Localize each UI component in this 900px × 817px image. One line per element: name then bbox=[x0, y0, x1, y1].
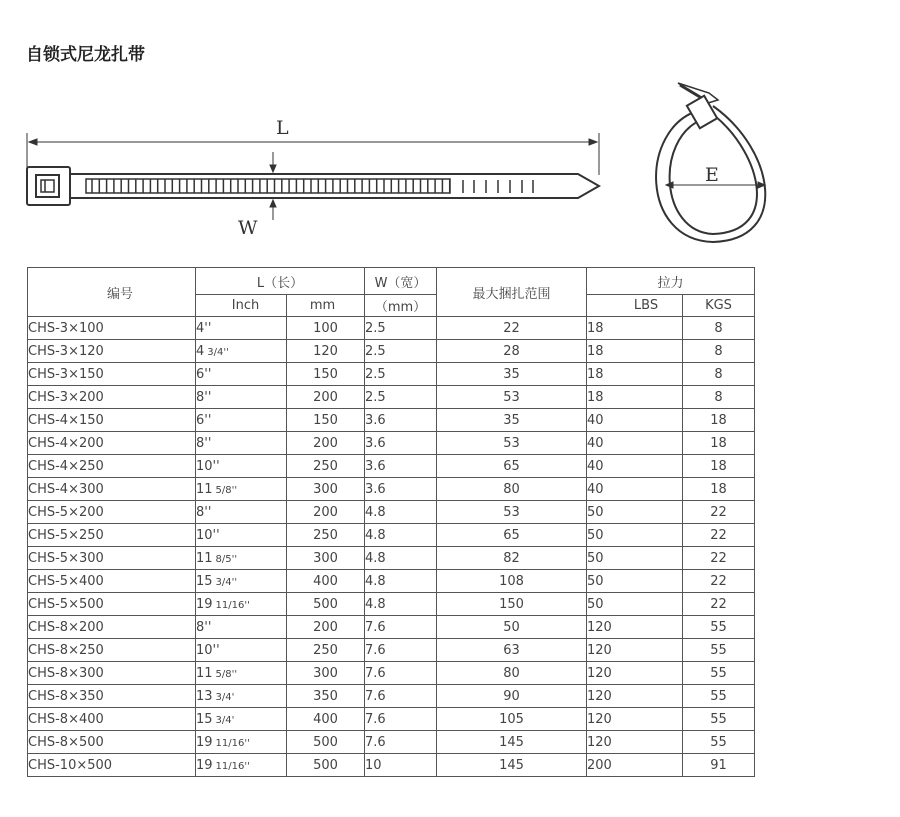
cell-lbs: 40 bbox=[587, 478, 683, 501]
cell-lbs: 50 bbox=[587, 593, 683, 616]
cell-kgs: 8 bbox=[683, 386, 755, 409]
cell-max-bundle: 90 bbox=[437, 685, 587, 708]
cell-model: CHS-10×500 bbox=[28, 754, 196, 777]
cell-kgs: 18 bbox=[683, 432, 755, 455]
cell-max-bundle: 108 bbox=[437, 570, 587, 593]
inch-fraction: 11/16'' bbox=[215, 737, 250, 749]
cell-max-bundle: 65 bbox=[437, 524, 587, 547]
cell-inch bbox=[196, 340, 287, 363]
cell-mm: 400 bbox=[287, 570, 365, 593]
cell-lbs: 50 bbox=[587, 501, 683, 524]
tie-strap bbox=[70, 174, 599, 198]
width-label: W bbox=[238, 217, 258, 239]
cell-lbs: 120 bbox=[587, 662, 683, 685]
tie-teeth bbox=[92, 179, 533, 193]
inch-fraction: 3/4'' bbox=[207, 346, 229, 358]
cell-kgs: 18 bbox=[683, 409, 755, 432]
cell-width: 3.6 bbox=[365, 455, 437, 478]
cell-model: CHS-8×300 bbox=[28, 662, 196, 685]
inch-whole: 10'' bbox=[196, 458, 220, 474]
cell-width: 2.5 bbox=[365, 386, 437, 409]
table-header-row bbox=[28, 268, 755, 295]
cell-max-bundle: 105 bbox=[437, 708, 587, 731]
inch-whole: 19 bbox=[196, 596, 213, 612]
cell-width: 7.6 bbox=[365, 685, 437, 708]
cell-mm: 150 bbox=[287, 363, 365, 386]
inch-fraction: 11/16'' bbox=[215, 599, 250, 611]
table-row bbox=[28, 432, 755, 455]
cell-lbs: 18 bbox=[587, 363, 683, 386]
cell-max-bundle: 50 bbox=[437, 616, 587, 639]
cell-mm: 300 bbox=[287, 478, 365, 501]
cell-max-bundle: 145 bbox=[437, 731, 587, 754]
cell-max-bundle: 28 bbox=[437, 340, 587, 363]
inch-whole: 15 bbox=[196, 711, 213, 727]
cell-max-bundle: 22 bbox=[437, 317, 587, 340]
cell-model: CHS-3×200 bbox=[28, 386, 196, 409]
inch-whole: 6'' bbox=[196, 412, 212, 428]
cell-kgs: 22 bbox=[683, 547, 755, 570]
cell-mm: 400 bbox=[287, 708, 365, 731]
cell-max-bundle: 53 bbox=[437, 501, 587, 524]
cell-mm: 200 bbox=[287, 386, 365, 409]
cell-lbs: 50 bbox=[587, 547, 683, 570]
cell-lbs: 120 bbox=[587, 616, 683, 639]
cell-kgs: 91 bbox=[683, 754, 755, 777]
cell-lbs: 200 bbox=[587, 754, 683, 777]
cell-kgs: 22 bbox=[683, 570, 755, 593]
cell-kgs: 55 bbox=[683, 639, 755, 662]
table-row bbox=[28, 639, 755, 662]
cell-max-bundle: 35 bbox=[437, 409, 587, 432]
table-row bbox=[28, 662, 755, 685]
col-max-bundle: 最大捆扎范围 bbox=[437, 268, 587, 317]
cell-kgs: 55 bbox=[683, 685, 755, 708]
tie-loop-icon bbox=[656, 83, 765, 242]
inch-fraction: 5/8'' bbox=[215, 668, 238, 680]
cell-lbs: 120 bbox=[587, 708, 683, 731]
cell-inch bbox=[196, 685, 287, 708]
col-inch: Inch bbox=[196, 295, 287, 317]
col-width-unit: （mm） bbox=[365, 295, 437, 317]
cell-width: 4.8 bbox=[365, 593, 437, 616]
cell-kgs: 55 bbox=[683, 616, 755, 639]
inch-whole: 11 bbox=[196, 481, 213, 497]
inch-fraction: 8/5'' bbox=[215, 553, 238, 565]
page-title: 自锁式尼龙扎带 bbox=[26, 45, 145, 65]
cell-width: 4.8 bbox=[365, 524, 437, 547]
cell-model: CHS-5×300 bbox=[28, 547, 196, 570]
cell-max-bundle: 63 bbox=[437, 639, 587, 662]
cell-inch bbox=[196, 432, 287, 455]
cell-inch bbox=[196, 662, 287, 685]
cell-max-bundle: 80 bbox=[437, 478, 587, 501]
table-row bbox=[28, 754, 755, 777]
cell-inch bbox=[196, 639, 287, 662]
cell-inch bbox=[196, 570, 287, 593]
cell-width: 3.6 bbox=[365, 478, 437, 501]
cell-inch bbox=[196, 363, 287, 386]
cell-inch bbox=[196, 524, 287, 547]
cell-model: CHS-5×400 bbox=[28, 570, 196, 593]
inch-whole: 8'' bbox=[196, 619, 212, 635]
cell-max-bundle: 53 bbox=[437, 386, 587, 409]
cell-model: CHS-8×200 bbox=[28, 616, 196, 639]
cell-mm: 150 bbox=[287, 409, 365, 432]
cell-kgs: 22 bbox=[683, 501, 755, 524]
cell-width: 2.5 bbox=[365, 340, 437, 363]
cell-model: CHS-8×400 bbox=[28, 708, 196, 731]
cell-mm: 500 bbox=[287, 731, 365, 754]
table-row bbox=[28, 386, 755, 409]
cell-width: 3.6 bbox=[365, 432, 437, 455]
cell-inch bbox=[196, 708, 287, 731]
cell-model: CHS-4×200 bbox=[28, 432, 196, 455]
cell-lbs: 40 bbox=[587, 409, 683, 432]
table-row bbox=[28, 731, 755, 754]
col-kgs: KGS bbox=[683, 295, 755, 317]
col-model: 编号 bbox=[28, 268, 196, 317]
cell-inch bbox=[196, 501, 287, 524]
cell-model: CHS-3×120 bbox=[28, 340, 196, 363]
inch-whole: 10'' bbox=[196, 642, 220, 658]
cell-max-bundle: 80 bbox=[437, 662, 587, 685]
cell-model: CHS-5×200 bbox=[28, 501, 196, 524]
cable-tie-diagram bbox=[0, 75, 800, 255]
cell-kgs: 22 bbox=[683, 524, 755, 547]
cell-lbs: 40 bbox=[587, 432, 683, 455]
cell-width: 10 bbox=[365, 754, 437, 777]
col-lbs: LBS bbox=[587, 295, 683, 317]
cell-kgs: 55 bbox=[683, 731, 755, 754]
cell-width: 4.8 bbox=[365, 547, 437, 570]
cell-inch bbox=[196, 731, 287, 754]
cell-inch bbox=[196, 317, 287, 340]
cell-kgs: 18 bbox=[683, 478, 755, 501]
spec-table bbox=[27, 267, 755, 777]
inch-whole: 4'' bbox=[196, 320, 212, 336]
col-length: L（长） bbox=[196, 268, 365, 295]
cell-width: 4.8 bbox=[365, 501, 437, 524]
table-row bbox=[28, 708, 755, 731]
cell-model: CHS-4×150 bbox=[28, 409, 196, 432]
cell-max-bundle: 35 bbox=[437, 363, 587, 386]
inch-fraction: 11/16'' bbox=[215, 760, 250, 772]
inch-whole: 19 bbox=[196, 757, 213, 773]
inch-whole: 8'' bbox=[196, 389, 212, 405]
table-row bbox=[28, 570, 755, 593]
cell-max-bundle: 150 bbox=[437, 593, 587, 616]
cell-lbs: 18 bbox=[587, 317, 683, 340]
col-tensile: 拉力 bbox=[587, 268, 755, 295]
cell-mm: 200 bbox=[287, 432, 365, 455]
cell-inch bbox=[196, 754, 287, 777]
inch-fraction: 3/4'' bbox=[215, 576, 238, 588]
length-dimension bbox=[27, 133, 599, 175]
cell-mm: 500 bbox=[287, 593, 365, 616]
cell-kgs: 8 bbox=[683, 317, 755, 340]
cell-width: 3.6 bbox=[365, 409, 437, 432]
cell-width: 7.6 bbox=[365, 639, 437, 662]
table-row bbox=[28, 501, 755, 524]
cell-width: 7.6 bbox=[365, 616, 437, 639]
cell-lbs: 18 bbox=[587, 386, 683, 409]
table-row bbox=[28, 409, 755, 432]
cell-width: 7.6 bbox=[365, 708, 437, 731]
table-row bbox=[28, 455, 755, 478]
inch-whole: 13 bbox=[196, 688, 213, 704]
table-row bbox=[28, 616, 755, 639]
inch-whole: 8'' bbox=[196, 435, 212, 451]
spec-table-body bbox=[28, 317, 755, 777]
tie-head-icon bbox=[27, 167, 70, 205]
cell-mm: 120 bbox=[287, 340, 365, 363]
cell-max-bundle: 53 bbox=[437, 432, 587, 455]
inch-whole: 11 bbox=[196, 665, 213, 681]
cell-max-bundle: 65 bbox=[437, 455, 587, 478]
cell-model: CHS-4×250 bbox=[28, 455, 196, 478]
cell-lbs: 120 bbox=[587, 731, 683, 754]
cell-mm: 500 bbox=[287, 754, 365, 777]
inch-whole: 19 bbox=[196, 734, 213, 750]
table-row bbox=[28, 478, 755, 501]
cell-model: CHS-5×500 bbox=[28, 593, 196, 616]
cell-model: CHS-8×250 bbox=[28, 639, 196, 662]
cell-model: CHS-4×300 bbox=[28, 478, 196, 501]
table-row bbox=[28, 363, 755, 386]
cell-lbs: 40 bbox=[587, 455, 683, 478]
cell-mm: 250 bbox=[287, 524, 365, 547]
cell-inch bbox=[196, 409, 287, 432]
inch-whole: 8'' bbox=[196, 504, 212, 520]
cell-lbs: 120 bbox=[587, 685, 683, 708]
cell-width: 4.8 bbox=[365, 570, 437, 593]
cell-mm: 300 bbox=[287, 547, 365, 570]
table-row bbox=[28, 685, 755, 708]
length-label: L bbox=[276, 117, 289, 139]
inch-whole: 6'' bbox=[196, 366, 212, 382]
cell-inch bbox=[196, 386, 287, 409]
cell-lbs: 50 bbox=[587, 570, 683, 593]
table-row bbox=[28, 340, 755, 363]
col-width: W（宽） bbox=[365, 268, 437, 295]
cell-model: CHS-3×100 bbox=[28, 317, 196, 340]
inch-fraction: 3/4' bbox=[215, 714, 235, 726]
inch-fraction: 5/8'' bbox=[215, 484, 238, 496]
cell-inch bbox=[196, 547, 287, 570]
col-mm: mm bbox=[287, 295, 365, 317]
cell-inch bbox=[196, 593, 287, 616]
cell-model: CHS-3×150 bbox=[28, 363, 196, 386]
cell-kgs: 8 bbox=[683, 363, 755, 386]
inch-fraction: 3/4' bbox=[215, 691, 235, 703]
inch-whole: 4 bbox=[196, 343, 205, 359]
cell-inch bbox=[196, 455, 287, 478]
cell-inch bbox=[196, 478, 287, 501]
table-row bbox=[28, 317, 755, 340]
cell-kgs: 55 bbox=[683, 662, 755, 685]
inch-whole: 15 bbox=[196, 573, 213, 589]
cell-mm: 300 bbox=[287, 662, 365, 685]
cell-mm: 250 bbox=[287, 455, 365, 478]
cell-lbs: 120 bbox=[587, 639, 683, 662]
cell-kgs: 18 bbox=[683, 455, 755, 478]
cell-max-bundle: 82 bbox=[437, 547, 587, 570]
inch-whole: 11 bbox=[196, 550, 213, 566]
table-row bbox=[28, 547, 755, 570]
cell-mm: 200 bbox=[287, 501, 365, 524]
cell-mm: 350 bbox=[287, 685, 365, 708]
cell-lbs: 18 bbox=[587, 340, 683, 363]
cell-mm: 250 bbox=[287, 639, 365, 662]
cell-kgs: 55 bbox=[683, 708, 755, 731]
cell-width: 2.5 bbox=[365, 363, 437, 386]
inch-whole: 10'' bbox=[196, 527, 220, 543]
cell-kgs: 22 bbox=[683, 593, 755, 616]
cell-mm: 200 bbox=[287, 616, 365, 639]
loop-label: E bbox=[705, 164, 719, 186]
cell-mm: 100 bbox=[287, 317, 365, 340]
table-row bbox=[28, 524, 755, 547]
cell-model: CHS-8×350 bbox=[28, 685, 196, 708]
cell-width: 2.5 bbox=[365, 317, 437, 340]
cell-kgs: 8 bbox=[683, 340, 755, 363]
cell-model: CHS-5×250 bbox=[28, 524, 196, 547]
cell-width: 7.6 bbox=[365, 662, 437, 685]
cell-lbs: 50 bbox=[587, 524, 683, 547]
cell-width: 7.6 bbox=[365, 731, 437, 754]
table-row bbox=[28, 593, 755, 616]
cell-max-bundle: 145 bbox=[437, 754, 587, 777]
cell-inch bbox=[196, 616, 287, 639]
cell-model: CHS-8×500 bbox=[28, 731, 196, 754]
